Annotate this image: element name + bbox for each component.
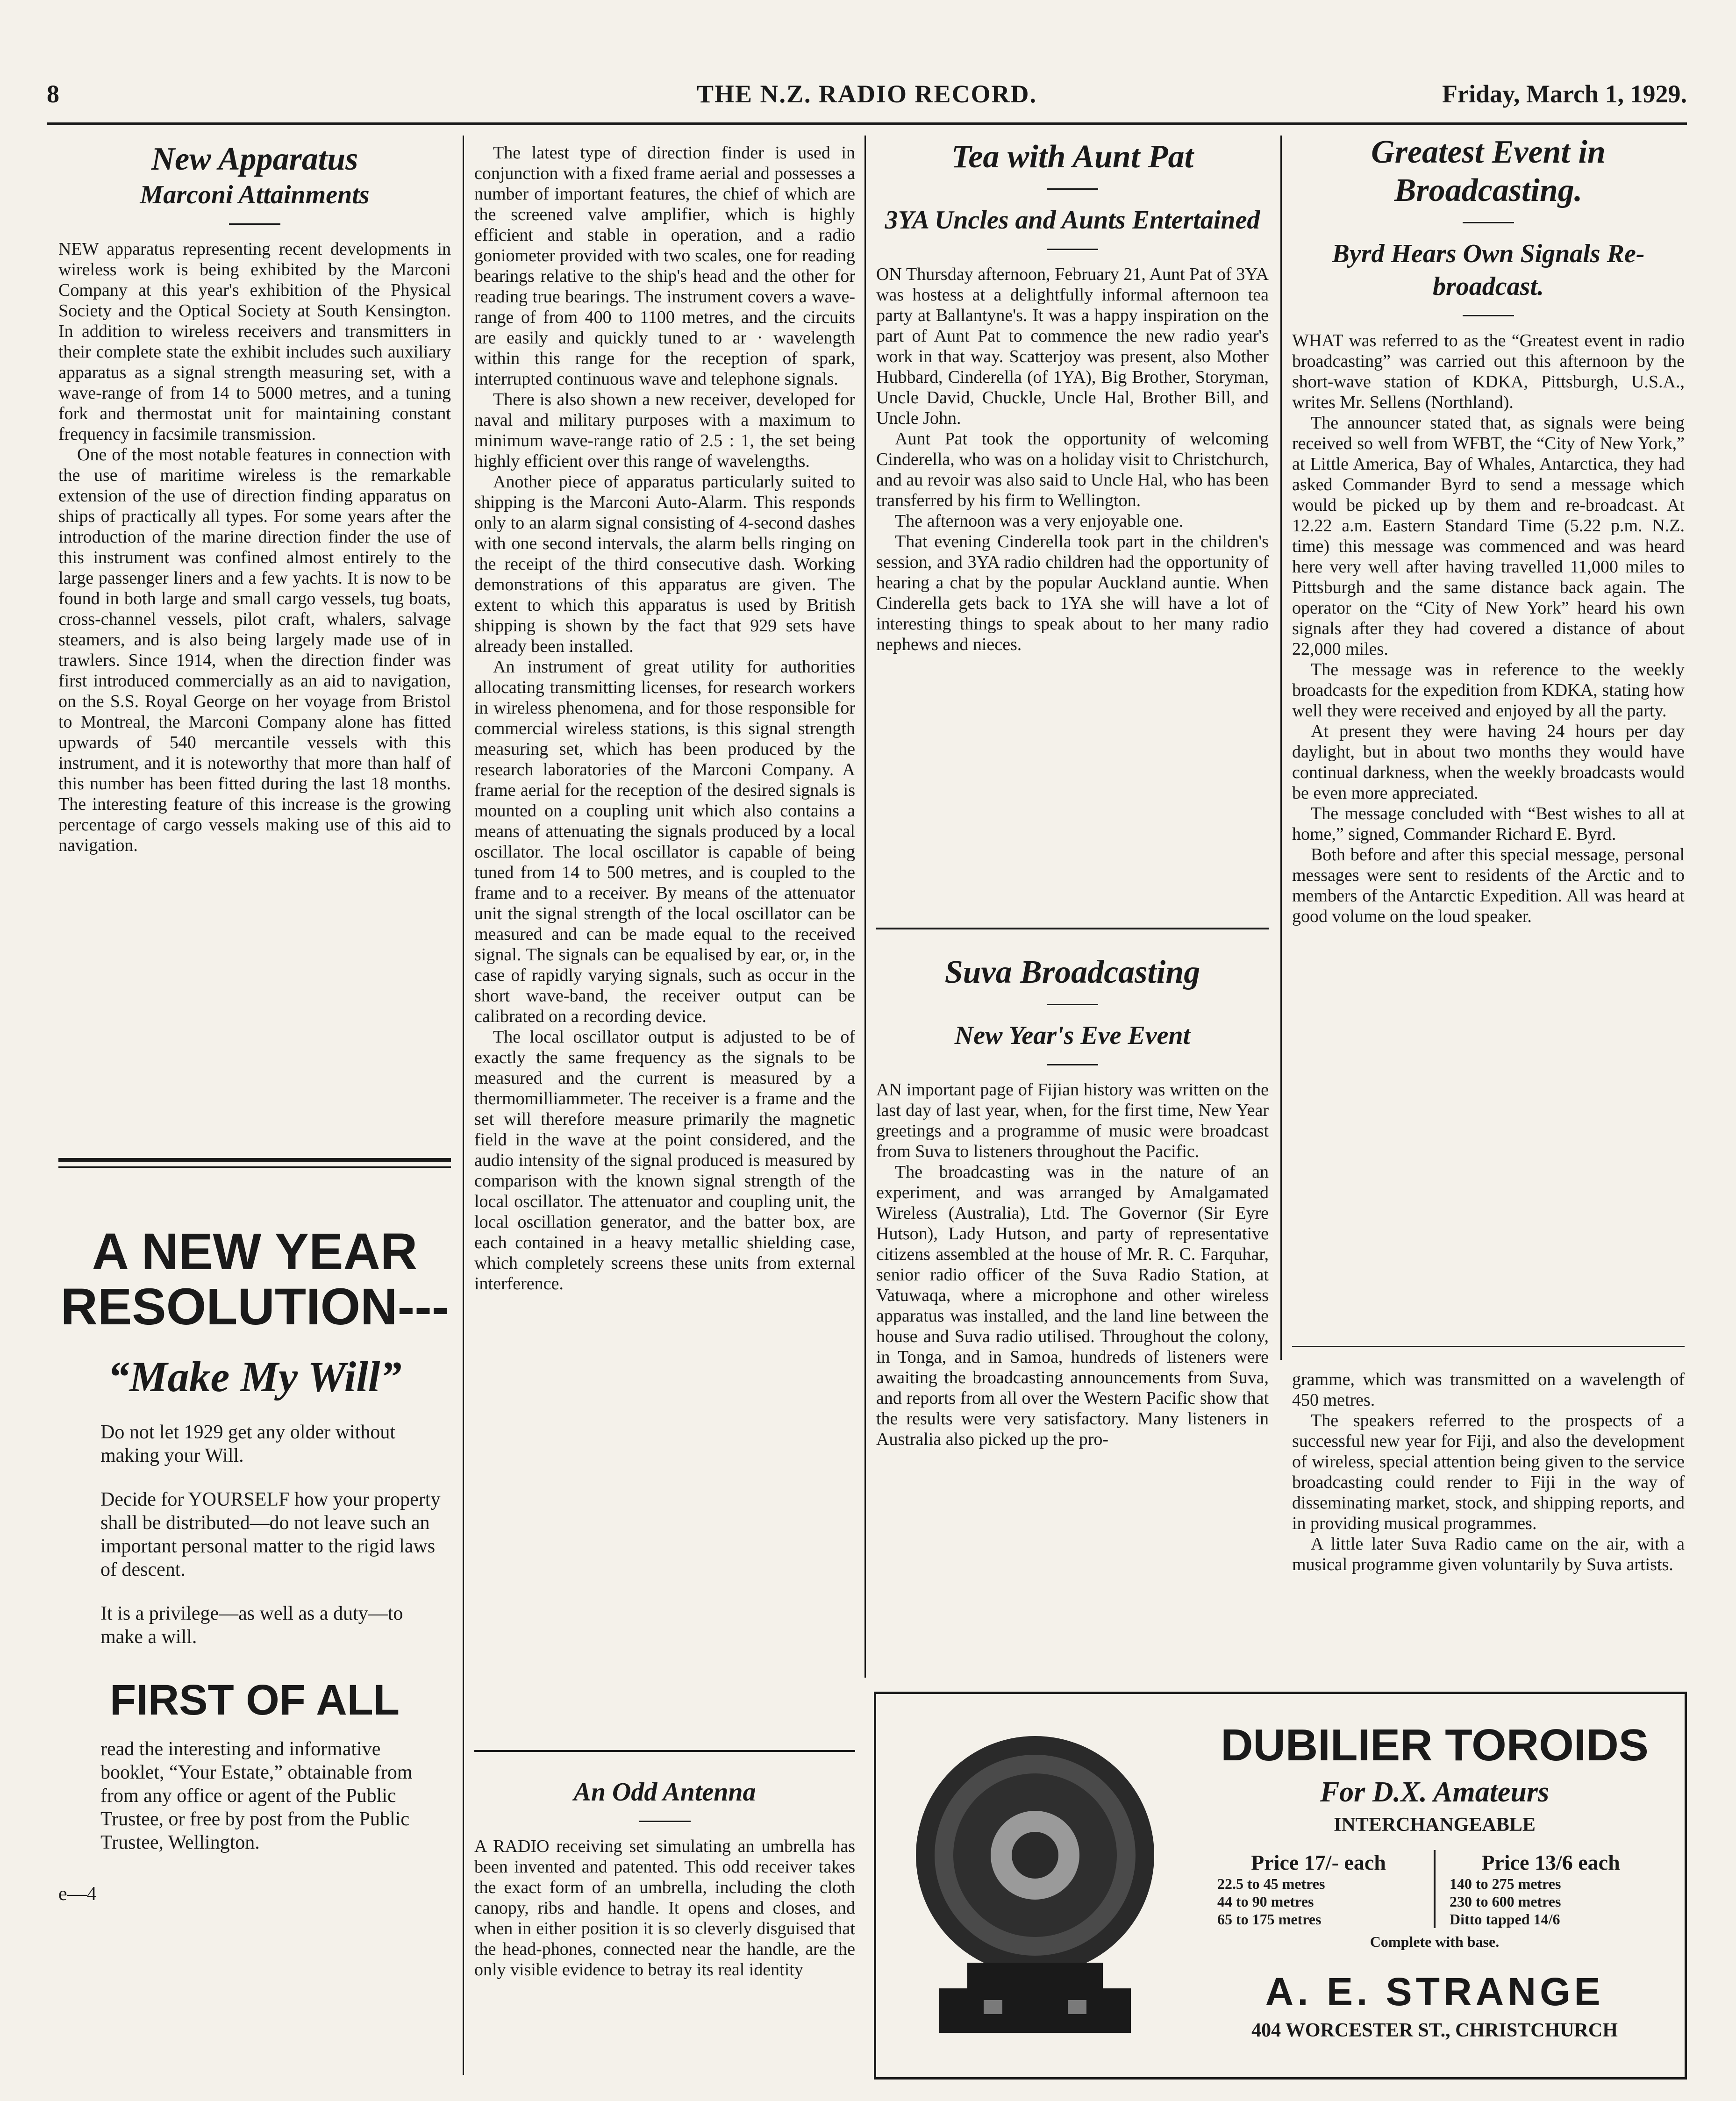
paragraph: The afternoon was a very enjoyable one. — [895, 511, 1184, 531]
public-trustee-ad — [58, 1224, 451, 1906]
toroid-coil-image — [909, 1720, 1161, 2047]
paragraph: That evening Cinderella took part in the children's session, and 3YA radio children had the opportunity of hearing a chat by the popular Auckland auntie. When Cinderella gets back to 1YA she will have a lot of interesting things to speak about to her many radio nephews and nieces. — [876, 532, 1269, 654]
article-heading: New Apparatus — [151, 141, 358, 177]
paragraph: An instrument of great utility for authorities allocating transmitting licenses, for research workers in wireless phenomena, and for those responsible for commercial wireless stations, is this signal strength measuring set, which has been produced by the research laboratories of the Marconi Company. A frame aerial for the reception of the desired signals is mounted on a coupling unit which also contains a means of attenuating the signals produced by a local oscillator. The local oscillator is capable of being tuned from 14 to 500 metres, and is coupled to the frame and to a receiver. By means of the attenuator unit the signal strength of the local oscillator can be measured and can be made equal to the received signal. The signals can be equalised by ear, or, in the case of rapidly varying signals, such as occur in the short wave-band, the receiver output can be calibrated on a recording device. — [474, 657, 855, 1026]
article-suva-continued — [1292, 1369, 1685, 1575]
divider — [1463, 315, 1514, 316]
section-rule — [58, 1166, 451, 1168]
paragraph: There is also shown a new receiver, developed for naval and military purposes with a maximum to minimum wave-range ratio of 2.5 : 1, the set being highly efficient over this range of wavelengths. — [474, 390, 855, 471]
paragraph: The message concluded with “Best wishes to all at home,” signed, Commander Richard E. Byrd. — [1292, 804, 1685, 844]
ad-complete-note: Complete with base. — [1370, 1933, 1500, 1950]
divider — [229, 223, 280, 225]
article-heading: An Odd Antenna — [573, 1778, 756, 1807]
article-marconi-continued — [474, 143, 855, 1294]
price-row: 230 to 600 metres — [1450, 1893, 1561, 1910]
ad-code: e—4 — [58, 1883, 97, 1905]
ad-headline: A NEW YEAR — [92, 1223, 418, 1280]
divider — [1047, 249, 1098, 250]
article-heading: Greatest Event in Broadcasting. — [1371, 134, 1606, 208]
column-rule — [463, 136, 464, 2075]
paragraph: Another piece of apparatus particularly suited to shipping is the Marconi Auto-Alarm. This responds only to an alarm signal consisting of 4-second dashes with one second intervals, the alarm bells ringing on the receipt of the third consecutive dash. Working demonstrations of this apparatus are given. The extent to which this apparatus is used by British shipping is shown by the fact that 929 sets have already been installed. — [474, 472, 855, 656]
divider — [1047, 1064, 1098, 1065]
price-label: Price 17/- each — [1251, 1851, 1386, 1874]
paragraph: ON Thursday afternoon, February 21, Aunt Pat of 3YA was hostess at a delightfully informal afternoon tea party at Ballantyne's. It was a happy inspiration on the part of Aunt Pat to commence the new radio year's work in that way. Scatterjoy was present, also Mother Hubbard, Cinderella (of 1YA), Big Brother, Storyman, Uncle David, Chuckle, Uncle Hal, Brother Bill, and Uncle John. — [876, 264, 1269, 428]
paragraph: WHAT was referred to as the “Greatest event in radio broadcasting” was carried out this afternoon by the short-wave station of KDKA, Pittsburgh, U.S.A., writes Mr. Sellens (Northland). — [1292, 331, 1685, 412]
paragraph: One of the most notable features in connection with the use of maritime wireless is the remarkable extension of the use of direction finding apparatus on ships of practically all types. For some years after the introduction of the marine direction finder the use of this instrument was confined almost entirely to the large passenger liners and a few yachts. It is now to be found in both large and small cargo vessels, tug boats, cross-channel vessels, pilot craft, whalers, salvage steamers, and is also being largely made use of in trawlers. Since 1914, when the direction finder was first introduced commercially as an aid to navigation, on the S.S. Royal George on her voyage from Bristol to Montreal, the Marconi Company alone has fitted upwards of 540 mercantile vessels with this instrument, and it is noteworthy that more than half of this number has been fitted during the last 18 months. The interesting feature of this increase is the growing percentage of cargo vessels making use of this aid to navigation. — [58, 445, 451, 855]
price-row: 140 to 275 metres — [1450, 1875, 1561, 1892]
article-suva-broadcasting — [876, 953, 1269, 1450]
ad-interchangeable: INTERCHANGEABLE — [1334, 1814, 1536, 1836]
column-rule — [864, 136, 866, 1678]
ad-title: DUBILIER TOROIDS — [1221, 1720, 1649, 1770]
price-row: 22.5 to 45 metres — [1217, 1875, 1325, 1892]
price-row: 44 to 90 metres — [1217, 1893, 1314, 1910]
section-rule — [58, 1158, 451, 1162]
paragraph: A RADIO receiving set simulating an umbrella has been invented and patented. This odd receiver takes the exact form of an umbrella, including the cloth canopy, ribs and handle. It opens and closes, and when in either position it is so cleverly disguised that the head-phones, connected near the handle, are the only visible evidence to betray its real identity — [474, 1837, 855, 1980]
header-rule — [47, 122, 1687, 125]
paragraph: The message was in reference to the weekly broadcasts for the expedition from KDKA, stating how well they were received and enjoyed by all the party. — [1292, 660, 1685, 721]
article-greatest-event — [1292, 133, 1685, 927]
paragraph: The latest type of direction finder is used in conjunction with a fixed frame aerial and possesses a number of important features, the chief of which are the screened valve amplifier, which is highly efficient and stable in operation, and a radio goniometer provided with two scales, one for reading bearings relative to the ship's head and the other for reading true bearings. The instrument covers a wave-range of from 400 to 1100 metres, and the circuits are easily and quickly tuned to ar · wavelength within this range for the reception of spark, interrupted continuous wave and telephone signals. — [474, 143, 855, 389]
paragraph: AN important page of Fijian history was written on the last day of last year, when, for the first time, New Year greetings and a programme of music were broadcast from Suva to listeners throughout the Pacific. — [876, 1080, 1269, 1161]
issue-date: Friday, March 1, 1929. — [1442, 80, 1687, 108]
section-rule — [876, 928, 1269, 929]
column-rule — [1280, 136, 1282, 1360]
ad-paragraph: It is a privilege—as well as a duty—to make a will. — [100, 1603, 403, 1648]
ad-tagline: “Make My Will” — [107, 1353, 402, 1401]
ad-paragraph: read the interesting and informative booklet, “Your Estate,” obtainable from from any office or agent of the Public Trustee, or free by post from the Public Trustee, Wellington. — [100, 1738, 413, 1853]
dubilier-toroids-ad — [874, 1692, 1687, 2080]
divider — [1047, 188, 1098, 190]
paragraph: A little later Suva Radio came on the air, with a musical programme given voluntarily by Suva artists. — [1292, 1534, 1685, 1574]
divider — [1463, 222, 1514, 223]
article-subheading: 3YA Uncles and Aunts Entertained — [885, 206, 1260, 235]
article-odd-antenna — [474, 1776, 855, 1980]
price-label: Price 13/6 each — [1481, 1851, 1620, 1874]
article-subheading: Byrd Hears Own Signals Re-broadcast. — [1332, 239, 1645, 301]
paragraph: The local oscillator output is adjusted to be of exactly the same frequency as the signals to be measured and the current is measured by a thermomilliammeter. The receiver is a frame and the set will therefore measure primarily the magnetic field in the wave at the point considered, and the audio intensity of the signal produced is measured by comparison with the known signal strength of the local oscillator. The attenuator and coupling unit, the local oscillation generator, and the batter box, are each contained in a heavy metallic shielding case, which completely screens these units from external interference. — [474, 1027, 855, 1293]
seller-name: A. E. STRANGE — [1265, 1970, 1604, 2014]
paragraph: At present they were having 24 hours per day daylight, but in about two months they would have continual darkness, when the weekly broadcasts would be even more appreciated. — [1292, 722, 1685, 803]
page-header — [47, 79, 1687, 117]
paragraph: NEW apparatus representing recent developments in wireless work is being exhibited by the Marconi Company at this year's exhibition of the Physical Society and the Optical Society at South Kensington. In addition to wireless receivers and transmitters in their complete state the exhibit includes such auxiliary apparatus as a signal strength measuring set, with a wave-range of from 14 to 5000 metres, and a tuning fork and thermostat unit for maintaining constant frequency in facsimile transmission. — [58, 239, 451, 444]
newspaper-title: THE N.Z. RADIO RECORD. — [696, 80, 1037, 108]
ad-subtitle: For D.X. Amateurs — [1320, 1776, 1550, 1808]
paragraph: The broadcasting was in the nature of an experiment, and was arranged by Amalgamated Wireless (Australia), Ltd. The Governor (Sir Eyre Hutson), Lady Hutson, and party of representative citizens assembled at the house of Mr. R. C. Farquhar, senior radio officer of the Suva Radio Station, at Vatuwaqa, where a microphone and other wireless apparatus was installed, and the land line between the house and Suva radio utilised. Throughout the colony, in Tonga, and in Samoa, hundreds of listeners were awaiting the broadcasting announcements from Suva, and reports from all over the Western Pacific show that the results were very satisfactory. Many listeners in Australia also picked up the pro- — [876, 1162, 1269, 1449]
ad-headline: FIRST OF ALL — [109, 1676, 400, 1724]
paragraph: gramme, which was transmitted on a wavelength of 450 metres. — [1292, 1370, 1685, 1410]
article-heading: Tea with Aunt Pat — [951, 139, 1194, 175]
seller-address: 404 WORCESTER ST., CHRISTCHURCH — [1251, 2020, 1618, 2041]
section-rule — [474, 1750, 855, 1752]
price-block — [1436, 1850, 1666, 1928]
ad-paragraph: Decide for YOURSELF how your property shall be distributed—do not leave such an important personal matter to the rigid laws of descent. — [100, 1489, 441, 1580]
divider — [639, 1821, 691, 1822]
paragraph: The announcer stated that, as signals were being received so well from WFBT, the “City of New York,” at Little America, Bay of Whales, Antarctica, they had asked Commander Byrd to send a message which would be picked up by them and re-broadcast. At 12.22 a.m. Eastern Standard Time (5.22 p.m. N.Z. time) this message was commenced and was heard here very well after having travelled 11,000 miles to Pittsburgh and the same distance back again. The operator on the “City of New York” heard his own signals after they had covered a distance of about 22,000 miles. — [1292, 413, 1685, 659]
price-block — [1203, 1850, 1436, 1928]
article-tea-aunt-pat — [876, 138, 1269, 655]
paragraph: The speakers referred to the prospects of a successful new year for Fiji, and also the development of wireless, special attention being given to the service broadcasting could render to Fiji in the way of disseminating market, stock, and shipping reports, and in providing musical programmes. — [1292, 1411, 1685, 1533]
article-new-apparatus — [58, 140, 451, 856]
section-rule — [1292, 1346, 1685, 1347]
ad-paragraph: Do not let 1929 get any older without making your Will. — [100, 1422, 396, 1466]
paragraph: Both before and after this special message, personal messages were sent to residents of the Arctic and to members of the Antarctic Expedition. All was heard at good volume on the loud speaker. — [1292, 845, 1685, 926]
article-subheading: New Year's Eve Event — [954, 1021, 1191, 1050]
page-number: 8 — [47, 80, 59, 108]
divider — [1047, 1004, 1098, 1005]
ad-headline: RESOLUTION--- — [60, 1278, 449, 1336]
article-heading: Suva Broadcasting — [944, 954, 1200, 990]
price-row: Ditto tapped 14/6 — [1450, 1911, 1560, 1928]
price-row: 65 to 175 metres — [1217, 1911, 1322, 1928]
paragraph: Aunt Pat took the opportunity of welcoming Cinderella, who was on a holiday visit to Christchurch, and au revoir was also said to Uncle Hal, who has been transferred by his firm to Wellington. — [876, 429, 1269, 510]
article-subheading: Marconi Attainments — [140, 180, 370, 209]
